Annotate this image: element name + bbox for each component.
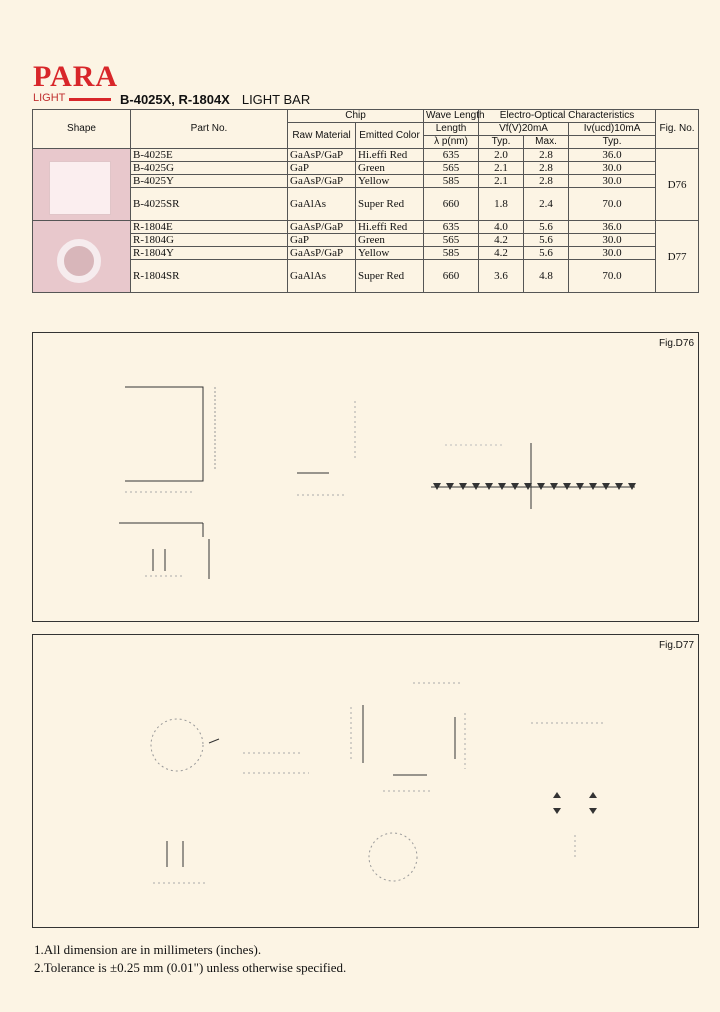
iv-typ-cell: 70.0 xyxy=(569,260,656,293)
header-lambda: λ p(nm) xyxy=(424,136,479,149)
shape-photo-square xyxy=(33,149,131,221)
title-part-numbers: B-4025X, R-1804X xyxy=(120,92,230,107)
wave-cell: 585 xyxy=(424,247,479,260)
para-light-logo xyxy=(33,60,119,104)
material-cell: GaP xyxy=(288,234,356,247)
title-product-type: LIGHT BAR xyxy=(241,92,311,107)
table-row xyxy=(33,149,699,162)
figure-d76-drawing xyxy=(33,333,698,621)
vf-typ-cell: 2.0 xyxy=(479,149,524,162)
logo-wordmark: PARA xyxy=(33,60,119,93)
table-row xyxy=(33,162,699,175)
iv-typ-cell: 30.0 xyxy=(569,162,656,175)
logo-subtext: LIGHT xyxy=(33,92,66,104)
vf-typ-cell: 2.1 xyxy=(479,175,524,188)
iv-typ-cell: 70.0 xyxy=(569,188,656,221)
header-length: Length xyxy=(424,123,479,136)
color-cell: Hi.effi Red xyxy=(356,221,424,234)
header-part-no: Part No. xyxy=(131,110,288,149)
vf-typ-cell: 1.8 xyxy=(479,188,524,221)
wave-cell: 635 xyxy=(424,149,479,162)
fig-ref-cell: D76 xyxy=(656,149,699,221)
table-row xyxy=(33,175,699,188)
part-no-cell: R-1804SR xyxy=(131,260,288,293)
table-row xyxy=(33,234,699,247)
wave-cell: 585 xyxy=(424,175,479,188)
iv-typ-cell: 36.0 xyxy=(569,221,656,234)
part-no-cell: B-4025Y xyxy=(131,175,288,188)
color-cell: Super Red xyxy=(356,188,424,221)
vf-max-cell: 4.8 xyxy=(524,260,569,293)
header-wave: Wave Length xyxy=(424,110,479,123)
color-cell: Yellow xyxy=(356,247,424,260)
wave-cell: 660 xyxy=(424,260,479,293)
wave-cell: 565 xyxy=(424,234,479,247)
color-cell: Super Red xyxy=(356,260,424,293)
material-cell: GaAlAs xyxy=(288,188,356,221)
figure-label: Fig.D76 xyxy=(658,338,694,349)
header-raw-material: Raw Material xyxy=(288,123,356,149)
material-cell: GaP xyxy=(288,162,356,175)
note-tolerance: 2.Tolerance is ±0.25 mm (0.01") unless otherwise specified. xyxy=(34,960,347,975)
color-cell: Hi.effi Red xyxy=(356,149,424,162)
vf-max-cell: 2.8 xyxy=(524,162,569,175)
iv-typ-cell: 30.0 xyxy=(569,234,656,247)
figure-d76 xyxy=(32,332,699,622)
part-no-cell: B-4025E xyxy=(131,149,288,162)
footnotes xyxy=(34,941,346,977)
material-cell: GaAsP/GaP xyxy=(288,221,356,234)
wave-cell: 565 xyxy=(424,162,479,175)
color-cell: Green xyxy=(356,234,424,247)
header-fig-no: Fig. No. xyxy=(656,110,699,149)
vf-max-cell: 5.6 xyxy=(524,221,569,234)
material-cell: GaAsP/GaP xyxy=(288,175,356,188)
material-cell: GaAlAs xyxy=(288,260,356,293)
header-vf-max: Max. xyxy=(524,136,569,149)
table-row xyxy=(33,221,699,234)
header-shape: Shape xyxy=(33,110,131,149)
table-row xyxy=(33,247,699,260)
part-no-cell: R-1804Y xyxy=(131,247,288,260)
header-vf-typ: Typ. xyxy=(479,136,524,149)
shape-image xyxy=(57,239,101,283)
wave-cell: 660 xyxy=(424,188,479,221)
color-cell: Yellow xyxy=(356,175,424,188)
spec-table xyxy=(32,109,699,293)
figure-label: Fig.D77 xyxy=(658,640,694,651)
header-eo: Electro-Optical Characteristics xyxy=(479,110,656,123)
material-cell: GaAsP/GaP xyxy=(288,247,356,260)
part-no-cell: R-1804G xyxy=(131,234,288,247)
iv-typ-cell: 36.0 xyxy=(569,149,656,162)
header-emitted-color: Emitted Color xyxy=(356,123,424,149)
table-row xyxy=(33,188,699,221)
vf-typ-cell: 4.0 xyxy=(479,221,524,234)
vf-max-cell: 2.4 xyxy=(524,188,569,221)
header-vf: Vf(V)20mA xyxy=(479,123,569,136)
color-cell: Green xyxy=(356,162,424,175)
iv-typ-cell: 30.0 xyxy=(569,247,656,260)
header-iv-typ: Typ. xyxy=(569,136,656,149)
shape-photo-ring xyxy=(33,221,131,293)
logo-underline xyxy=(69,98,111,101)
table-row xyxy=(33,260,699,293)
part-no-cell: R-1804E xyxy=(131,221,288,234)
header-chip: Chip xyxy=(288,110,424,123)
figure-d77-drawing xyxy=(33,635,698,927)
vf-typ-cell: 3.6 xyxy=(479,260,524,293)
note-units: 1.All dimension are in millimeters (inches). xyxy=(34,942,262,957)
vf-typ-cell: 4.2 xyxy=(479,247,524,260)
vf-max-cell: 2.8 xyxy=(524,149,569,162)
part-no-cell: B-4025SR xyxy=(131,188,288,221)
vf-max-cell: 5.6 xyxy=(524,234,569,247)
iv-typ-cell: 30.0 xyxy=(569,175,656,188)
part-no-cell: B-4025G xyxy=(131,162,288,175)
vf-typ-cell: 4.2 xyxy=(479,234,524,247)
wave-cell: 635 xyxy=(424,221,479,234)
shape-image xyxy=(49,161,111,215)
figure-d77 xyxy=(32,634,699,928)
material-cell: GaAsP/GaP xyxy=(288,149,356,162)
fig-ref-cell: D77 xyxy=(656,221,699,293)
vf-typ-cell: 2.1 xyxy=(479,162,524,175)
page-title xyxy=(120,92,310,107)
vf-max-cell: 5.6 xyxy=(524,247,569,260)
vf-max-cell: 2.8 xyxy=(524,175,569,188)
header-iv: Iv(ucd)10mA xyxy=(569,123,656,136)
